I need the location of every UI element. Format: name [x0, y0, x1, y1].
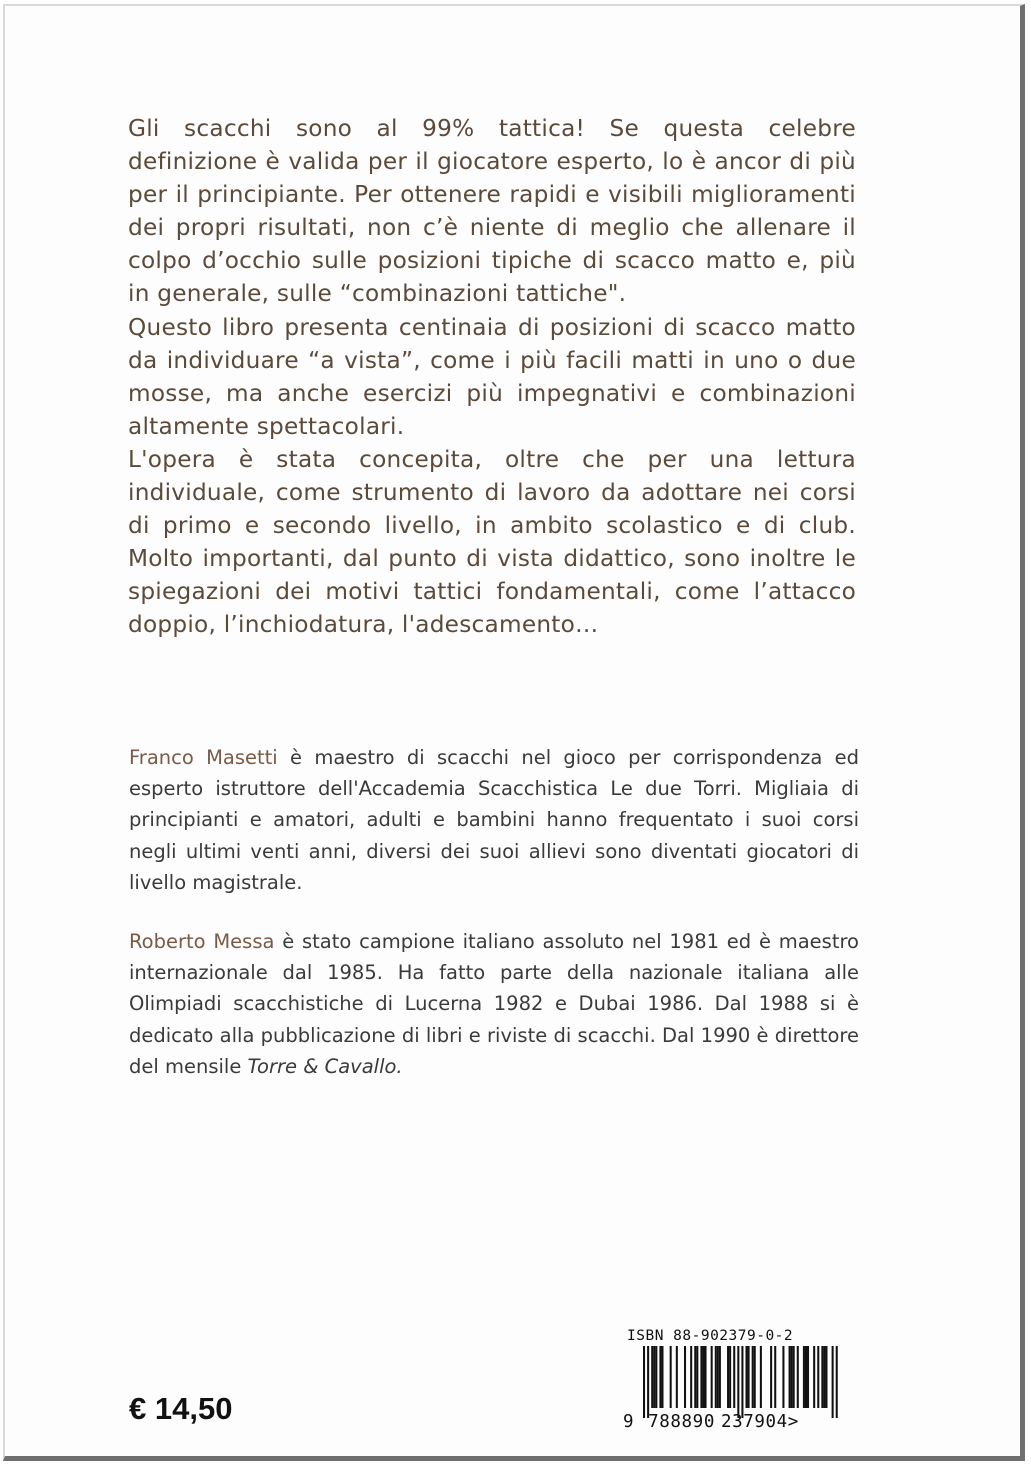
- ean-left-group: 788890: [648, 1412, 715, 1432]
- barcode-bar: [676, 1346, 678, 1408]
- author-bio-text-messa: è stato campione italiano assoluto nel 1981 ed è maestro internazionale dal 1985. Ha fatto parte della nazionale italiana alle Olimpiadi scacchistiche di Lucerna 1982 e Dubai 1986. Dal 1988 si è dedicato alla pubblicazione di libri e riviste di scacchi. Dal 1990 è direttore del mensile: [129, 930, 859, 1078]
- barcode-bar: [791, 1346, 793, 1408]
- ean-right-group: 237904: [720, 1412, 788, 1432]
- ean-digits: [623, 1412, 799, 1432]
- author-name-messa: Roberto Messa: [129, 930, 275, 953]
- barcode-bar: [746, 1346, 748, 1408]
- barcode-bar: [729, 1346, 731, 1408]
- barcode-bar: [793, 1346, 795, 1408]
- barcode-bar: [803, 1346, 805, 1408]
- price-label: € 14,50: [129, 1391, 233, 1426]
- barcode-bar: [727, 1346, 729, 1408]
- barcode-bar: [702, 1346, 704, 1408]
- isbn-barcode: [623, 1328, 863, 1436]
- barcode-bar: [825, 1346, 827, 1408]
- barcode-bar: [797, 1346, 799, 1408]
- barcode-bar: [653, 1346, 655, 1408]
- barcode-bar: [741, 1346, 743, 1418]
- barcode-bar: [807, 1346, 809, 1408]
- barcode-bar: [659, 1346, 661, 1408]
- blurb-paragraph-3: L'opera è stata concepita, oltre che per una lettura individuale, come strumento di lavoro da adottare nei corsi di primo e secondo livello, in ambito scolastico e di club. Molto importanti, dal punto di vista didattico, sono inoltre le spiegazioni dei motivi tattici fondamentali, come l’attacco doppio, l’inchiodatura, l'adescamento…: [128, 445, 856, 639]
- barcode-bar: [789, 1346, 791, 1408]
- isbn-number: ISBN 88-902379-0-2: [627, 1328, 794, 1344]
- cover-blurb: [128, 112, 856, 642]
- barcode-bar: [655, 1346, 657, 1408]
- barcode-bar: [813, 1346, 815, 1408]
- barcode-bar: [719, 1346, 721, 1408]
- barcode-bar: [754, 1346, 756, 1408]
- barcode-bar: [737, 1346, 739, 1418]
- barcode-bar: [651, 1346, 653, 1408]
- magazine-title: Torre & Cavallo.: [247, 1054, 403, 1078]
- barcode-bar: [700, 1346, 702, 1408]
- author-name-masetti: Franco Masetti: [129, 746, 278, 769]
- barcode-bar: [774, 1346, 776, 1408]
- ean-end-marker: >: [787, 1412, 799, 1432]
- barcode-bar: [832, 1346, 834, 1418]
- blurb-paragraph-2: Questo libro presenta centinaia di posizioni di scacco matto da individuare “a vista”, come i più facili matti in uno o due mosse, ma anche esercizi più impegnativi e combinazioni altamente spettacolari.: [128, 313, 856, 440]
- barcode-bar: [748, 1346, 750, 1408]
- barcode-bar: [670, 1346, 672, 1408]
- author-bio-masetti: [129, 742, 859, 898]
- author-bio-messa: [129, 926, 859, 1082]
- barcode-bar: [715, 1346, 717, 1408]
- barcode-bar: [782, 1346, 784, 1408]
- barcode-bar: [711, 1346, 713, 1408]
- barcode-bar: [752, 1346, 754, 1408]
- barcode-bar: [836, 1346, 838, 1418]
- barcode-bar: [805, 1346, 807, 1408]
- book-back-cover: [3, 4, 1025, 1461]
- barcode-bar: [717, 1346, 719, 1408]
- barcode-bar: [705, 1346, 707, 1408]
- blurb-paragraph-1: Gli scacchi sono al 99% tattica! Se questa celebre definizione è valida per il giocatore esperto, lo è ancor di più per il principiante. Per ottenere rapidi e visibili miglioramenti dei propri risultati, non c’è niente di meglio che allenare il colpo d’occhio sulle posizioni tipiche di scacco matto e, più in generale, sulle “combinazioni tattiche".: [128, 115, 856, 308]
- barcode-bar: [760, 1346, 762, 1408]
- barcode-bar: [733, 1346, 735, 1408]
- barcode-bar: [823, 1346, 825, 1408]
- barcode-bar: [684, 1346, 686, 1408]
- barcode-bar: [694, 1346, 696, 1408]
- author-bio-text-masetti: è maestro di scacchi nel gioco per corrispondenza ed esperto istruttore dell'Accademia Scacchistica Le due Torri. Migliaia di principianti e amatori, adulti e bambini hanno frequentato i suoi corsi negli ultimi venti anni, diversi dei suoi allievi sono diventati giocatori di livello magistrale.: [129, 746, 859, 894]
- barcode-bar: [696, 1346, 698, 1408]
- barcode-bar: [647, 1346, 649, 1418]
- barcode-bar: [690, 1346, 692, 1408]
- barcode-bar: [770, 1346, 772, 1408]
- ean-first-digit: 9: [623, 1412, 635, 1432]
- barcode-bar: [817, 1346, 819, 1408]
- barcode-bar: [821, 1346, 823, 1408]
- barcode-bar: [643, 1346, 645, 1418]
- barcode-bar: [661, 1346, 663, 1408]
